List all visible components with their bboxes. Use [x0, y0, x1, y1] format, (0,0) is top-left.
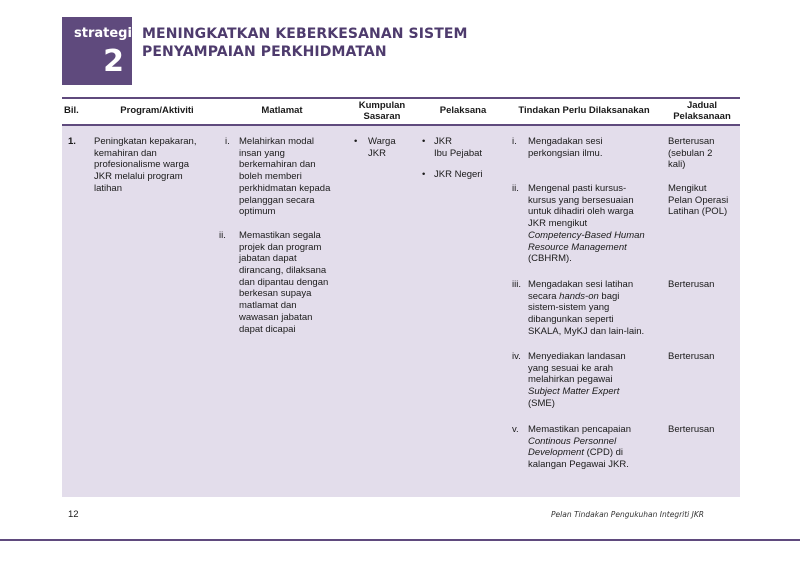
pelaksana-item: • JKR Negeri	[422, 169, 483, 181]
strategy-badge	[62, 17, 132, 85]
jadual-entry-1: Berterusan (sebulan 2 kali)	[668, 136, 715, 171]
page-title-line-2: PENYAMPAIAN PERKHIDMATAN	[142, 44, 387, 60]
strategy-label: strategi	[74, 26, 132, 41]
jadual-entry-2: Mengikut Pelan Operasi Latihan (POL)	[668, 183, 729, 218]
column-header-program: Program/Aktiviti	[120, 105, 194, 116]
matlamat-cell	[217, 136, 347, 335]
footer-rule	[0, 539, 800, 541]
table-top-rule	[62, 97, 740, 99]
strategy-number: 2	[103, 44, 124, 79]
pelaksana-cell	[422, 136, 504, 181]
matlamat-item: ii. Memastikan segala projek dan program jabatan dapat dirancang, dilaksana dan dipantau dengan berkesan supaya matlamat dan wawasan jabatan dapat dicapai	[219, 229, 329, 335]
pelaksana-item: • JKR Ibu Pejabat	[422, 136, 483, 159]
page-title-line-1: MENINGKATKAN KEBERKESANAN SISTEM	[142, 26, 468, 42]
matlamat-item: i. Melahirkan modal insan yang berkemahiran dan boleh memberi perkhidmatan kepada pelanggan secara optimum	[225, 136, 331, 218]
column-header-bil: Bil.	[64, 105, 79, 116]
column-header-jadual: Jadual Pelaksanaan	[673, 100, 731, 122]
tindakan-item-3: iii. Mengadakan sesi latihan secara hands-on bagi sistem-sistem yang dibangunkan seperti SKALA, MyKJ dan lain-lain.	[512, 279, 645, 337]
page-number: 12	[68, 509, 79, 520]
sasaran-item: • Warga JKR	[354, 136, 396, 159]
tindakan-item-5: v. Memastikan pencapaian Continous Personnel Development (CPD) di kalangan Pegawai JKR.	[512, 424, 631, 471]
column-header-matlamat: Matlamat	[261, 105, 303, 116]
column-header-sasaran: Kumpulan Sasaran	[358, 100, 406, 122]
sasaran-cell	[354, 136, 422, 159]
column-header-tindakan: Tindakan Perlu Dilaksanakan	[518, 105, 650, 116]
document-title: Pelan Tindakan Pengukuhan Integriti JKR	[551, 510, 704, 519]
tindakan-item-2: ii. Mengenal pasti kursus- kursus yang bersesuaian untuk dihadiri oleh warga JKR mengikut Competency-Based Human Resource Management (CBHRM).	[512, 183, 645, 265]
tindakan-item-4: iv. Menyediakan landasan yang sesuai ke arah melahirkan pegawai Subject Matter Expert (SME)	[512, 351, 626, 409]
column-header-pelaksana: Pelaksana	[439, 105, 487, 116]
page-title	[142, 25, 468, 61]
action-plan-table	[62, 97, 740, 497]
tindakan-item-1: i. Mengadakan sesi perkongsian ilmu.	[512, 136, 603, 159]
program-cell: Peningkatan kepakaran, kemahiran dan profesionalisme warga JKR melalui program latihan	[94, 136, 197, 194]
jadual-entry-3: Berterusan	[668, 279, 715, 290]
table-header-rule	[62, 124, 740, 126]
row-number: 1.	[68, 136, 76, 147]
jadual-entry-5: Berterusan	[668, 424, 715, 435]
jadual-entry-4: Berterusan	[668, 351, 715, 362]
